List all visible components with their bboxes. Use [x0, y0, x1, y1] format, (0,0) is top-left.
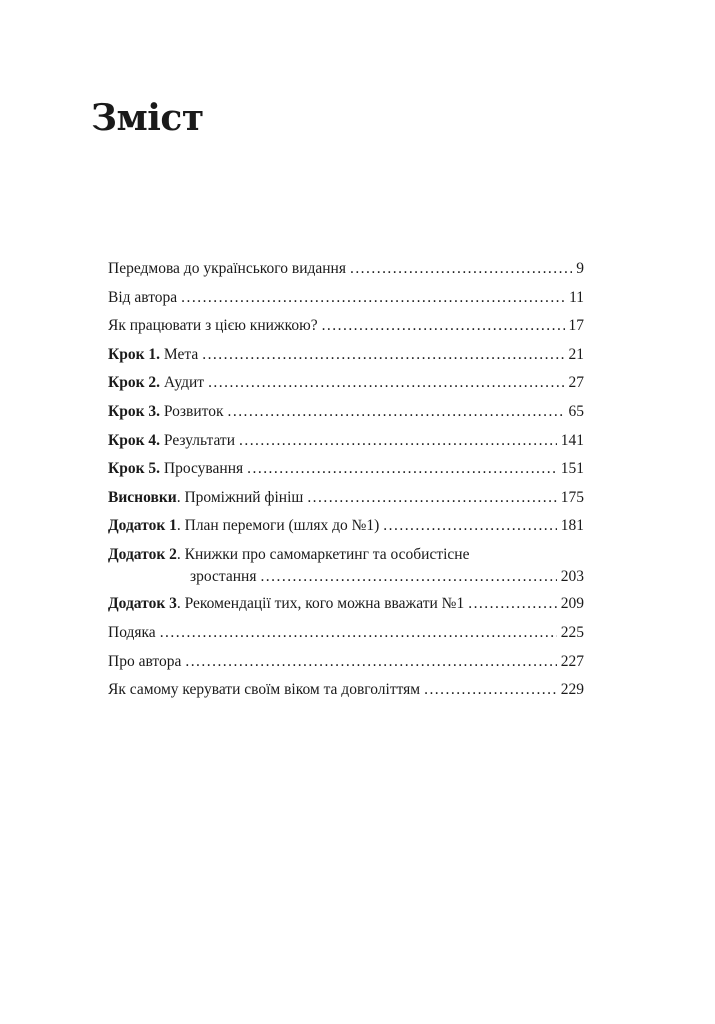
toc-page-number: 203 — [560, 567, 584, 585]
toc-page-number: 181 — [560, 517, 584, 535]
toc-entry-title: Розвиток — [160, 402, 224, 420]
toc-entry-appendix-2[interactable] — [108, 544, 584, 594]
toc-entry-title: Просування — [160, 460, 244, 478]
toc-entry-title: Результати — [160, 431, 235, 449]
toc-entry-title-continued: зростання — [190, 567, 257, 585]
toc-entry-about-author[interactable] — [108, 651, 584, 680]
table-of-contents — [108, 258, 584, 708]
toc-entry-title: Мета — [160, 345, 199, 363]
toc-entry-label: Додаток 3 — [108, 595, 177, 613]
toc-page-number: 9 — [576, 260, 584, 277]
toc-dot-leader — [202, 344, 564, 366]
toc-entry-appendix-1[interactable] — [108, 515, 584, 544]
toc-page-number: 141 — [560, 431, 584, 449]
toc-entry-title: Як самому керувати своїм віком та довголіттям — [108, 681, 421, 699]
toc-entry-conclusions[interactable] — [108, 487, 584, 516]
toc-entry-label: Крок 3. — [108, 402, 161, 420]
toc-page-number: 21 — [568, 345, 584, 363]
toc-dot-leader — [307, 487, 556, 509]
toc-entry-label: Крок 5. — [108, 460, 161, 478]
toc-entry-how-to-use[interactable] — [108, 315, 584, 344]
toc-entry-title: Про автора — [108, 652, 182, 670]
toc-page-number: 229 — [560, 681, 584, 699]
toc-page-number: 27 — [568, 374, 584, 392]
toc-dot-leader — [260, 566, 556, 588]
toc-dot-leader — [468, 593, 557, 615]
page-title: Зміст — [91, 97, 204, 139]
toc-entry-title: . Рекомендації тих, кого можна вважати №1 — [176, 595, 465, 613]
toc-entry-from-author[interactable] — [108, 287, 584, 316]
toc-page-number: 175 — [560, 488, 584, 506]
toc-entry-title: Подяка — [108, 624, 156, 642]
toc-page-number: 11 — [569, 288, 584, 306]
toc-entry-title: . Проміжний фініш — [176, 488, 304, 506]
toc-entry-title: . План перемоги (шлях до №1) — [176, 517, 380, 535]
toc-dot-leader — [322, 315, 565, 337]
toc-entry-step-2[interactable] — [108, 372, 584, 401]
toc-dot-leader — [424, 679, 557, 701]
toc-entry-label: Додаток 1 — [108, 517, 177, 535]
toc-entry-title: Від автора — [108, 288, 178, 306]
toc-page-number: 151 — [560, 460, 584, 478]
toc-dot-leader — [228, 401, 565, 423]
toc-entry-acknowledgements[interactable] — [108, 622, 584, 651]
toc-dot-leader — [160, 622, 557, 644]
toc-page-number: 17 — [568, 317, 584, 335]
toc-entry-label: Крок 4. — [108, 431, 161, 449]
toc-entry-title: . Книжки про самомаркетинг та особистісне — [176, 545, 470, 563]
toc-entry-step-5[interactable] — [108, 458, 584, 487]
toc-entry-foreword-ua[interactable] — [108, 258, 584, 287]
toc-entry-title: Передмова до українського видання — [108, 260, 346, 277]
toc-page-number: 209 — [560, 595, 584, 613]
toc-entry-step-3[interactable] — [108, 401, 584, 430]
toc-page-number: 227 — [560, 652, 584, 670]
toc-dot-leader — [350, 258, 572, 280]
toc-entry-step-1[interactable] — [108, 344, 584, 373]
toc-entry-label: Крок 2. — [108, 374, 161, 392]
toc-entry-label: Висновки — [108, 488, 177, 506]
toc-page-number: 225 — [560, 624, 584, 642]
toc-dot-leader — [185, 651, 556, 673]
toc-dot-leader — [208, 372, 564, 394]
toc-entry-appendix-3[interactable] — [108, 593, 584, 622]
toc-dot-leader — [239, 430, 557, 452]
toc-entry-title: Аудит — [160, 374, 205, 392]
toc-entry-label: Крок 1. — [108, 345, 161, 363]
toc-entry-title: Як працювати з цією книжкою? — [108, 317, 318, 335]
toc-entry-label: Додаток 2 — [108, 545, 177, 563]
toc-entry-step-4[interactable] — [108, 430, 584, 459]
toc-page-number: 65 — [568, 402, 584, 420]
toc-dot-leader — [383, 515, 556, 537]
toc-entry-longevity[interactable] — [108, 679, 584, 708]
toc-dot-leader — [247, 458, 557, 480]
toc-dot-leader — [181, 287, 565, 309]
